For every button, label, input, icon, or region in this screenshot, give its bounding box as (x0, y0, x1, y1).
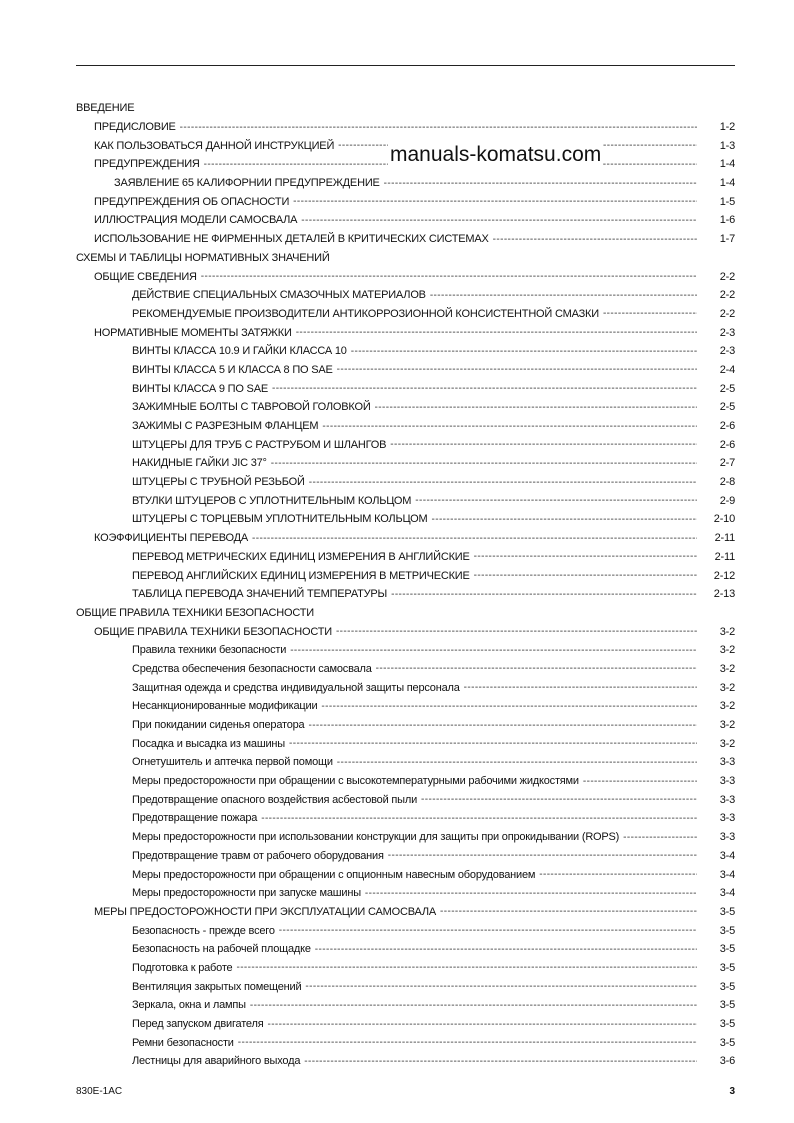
toc-entry-page: 2-8 (719, 476, 735, 489)
toc-entry-title: ВИНТЫ КЛАССА 10.9 И ГАЙКИ КЛАССА 10 (132, 345, 347, 358)
toc-entry-title: ОБЩИЕ СВЕДЕНИЯ (94, 270, 197, 283)
toc-entry[interactable] (76, 622, 735, 641)
toc-entry-page: 3-3 (719, 756, 735, 769)
toc-entry-page: 1-6 (719, 214, 735, 227)
toc-entry-title: ВИНТЫ КЛАССА 5 И КЛАССА 8 ПО SAE (132, 363, 333, 376)
toc-entry[interactable] (76, 548, 735, 567)
toc-entry[interactable] (76, 641, 735, 660)
toc-entry[interactable] (76, 342, 735, 361)
dot-leader (315, 944, 697, 955)
toc-entry-page: 3-4 (719, 887, 735, 900)
dot-leader (336, 626, 697, 637)
toc-entry[interactable] (76, 435, 735, 454)
dot-leader (390, 439, 697, 450)
toc-entry-page: 2-11 (714, 550, 735, 563)
toc-entry-title: ШТУЦЕРЫ ДЛЯ ТРУБ С РАСТРУБОМ И ШЛАНГОВ (132, 438, 387, 451)
toc-entry[interactable] (76, 977, 735, 996)
dot-leader (603, 308, 697, 319)
toc-entry[interactable] (76, 809, 735, 828)
toc-entry-page: 3-5 (719, 961, 735, 974)
toc-entry-page: 3-3 (719, 812, 735, 825)
toc-entry[interactable] (76, 940, 735, 959)
dot-leader (309, 477, 697, 488)
toc-entry-title: Меры предосторожности при запуске машины (132, 887, 361, 900)
toc-entry-title: Предотвращение травм от рабочего оборудования (132, 849, 384, 862)
dot-leader (464, 682, 697, 693)
toc-entry-title: При покидании сиденья оператора (132, 719, 305, 732)
toc-entry[interactable] (76, 211, 735, 230)
toc-entry-page: 3-5 (719, 1018, 735, 1031)
dot-leader (384, 178, 697, 189)
dot-leader (583, 776, 697, 787)
dot-leader (236, 962, 697, 973)
dot-leader (293, 196, 697, 207)
dot-leader (474, 570, 697, 581)
toc-entry-page: 1-4 (719, 158, 735, 171)
toc-entry-title: Безопасность - прежде всего (132, 924, 275, 937)
toc-entry-title: Защитная одежда и средства индивидуальной защиты персонала (132, 681, 460, 694)
toc-entry[interactable] (76, 566, 735, 585)
toc-section-heading (76, 249, 735, 268)
toc-entry-page: 2-3 (719, 345, 735, 358)
toc-section-heading (76, 99, 735, 118)
toc-entry[interactable] (76, 192, 735, 211)
toc-entry[interactable] (76, 772, 735, 791)
toc-entry-title: Зеркала, окна и лампы (132, 999, 246, 1012)
toc-entry-title: НОРМАТИВНЫЕ МОМЕНТЫ ЗАТЯЖКИ (94, 326, 292, 339)
toc-entry[interactable] (76, 828, 735, 847)
toc-entry-page: 3-5 (719, 980, 735, 993)
toc-entry-title: Средства обеспечения безопасности самосвала (132, 662, 372, 675)
toc-entry[interactable] (76, 903, 735, 922)
dot-leader (431, 514, 697, 525)
toc-entry[interactable] (76, 1052, 735, 1071)
toc-entry[interactable] (76, 454, 735, 473)
dot-leader (301, 215, 697, 226)
toc-entry-title: ИСПОЛЬЗОВАНИЕ НЕ ФИРМЕННЫХ ДЕТАЛЕЙ В КРИТИЧЕСКИХ СИСТЕМАХ (94, 233, 489, 246)
toc-entry-title: Лестницы для аварийного выхода (132, 1055, 301, 1068)
toc-entry-title: КАК ПОЛЬЗОВАТЬСЯ ДАННОЙ ИНСТРУКЦИЕЙ (94, 139, 335, 152)
dot-leader (305, 981, 697, 992)
toc-entry[interactable] (76, 753, 735, 772)
toc-entry-page: 3-6 (719, 1055, 735, 1068)
toc-entry-title: Предотвращение пожара (132, 812, 258, 825)
toc-entry-title: КОЭФФИЦИЕНТЫ ПЕРЕВОДА (94, 532, 249, 545)
toc-entry-page: 3-4 (719, 868, 735, 881)
toc-entry-title: РЕКОМЕНДУЕМЫЕ ПРОИЗВОДИТЕЛИ АНТИКОРРОЗИОННОЙ КОНСИСТЕНТНОЙ СМАЗКИ (132, 307, 599, 320)
dot-leader (289, 738, 697, 749)
toc-entry[interactable] (76, 361, 735, 380)
toc-entry-title: Перед запуском двигателя (132, 1018, 264, 1031)
toc-entry[interactable] (76, 174, 735, 193)
dot-leader (308, 720, 697, 731)
dot-leader (250, 1000, 697, 1011)
toc-entry-page: 2-5 (719, 401, 735, 414)
toc-entry-title: Ремни безопасности (132, 1036, 234, 1049)
toc-entry-page: 2-6 (719, 420, 735, 433)
toc-entry-page: 2-2 (719, 270, 735, 283)
toc-entry-title: Безопасность на рабочей площадке (132, 943, 311, 956)
dot-leader (321, 701, 697, 712)
toc-entry-page: 1-7 (719, 233, 735, 246)
dot-leader (493, 234, 697, 245)
dot-leader (238, 1037, 697, 1048)
dot-leader (440, 906, 697, 917)
toc-entry-title: ВВЕДЕНИЕ (76, 102, 135, 115)
dot-leader (261, 813, 697, 824)
toc-entry-title: Меры предосторожности при обращении с высокотемпературными рабочими жидкостями (132, 775, 579, 788)
toc-entry-page: 3-2 (719, 681, 735, 694)
toc-entry-title: ИЛЛЮСТРАЦИЯ МОДЕЛИ САМОСВАЛА (94, 214, 298, 227)
toc-entry[interactable] (76, 996, 735, 1015)
toc-entry-title: ЗАЖИМНЫЕ БОЛТЫ С ТАВРОВОЙ ГОЛОВКОЙ (132, 401, 371, 414)
toc-entry-title: Предотвращение опасного воздействия асбестовой пыли (132, 793, 418, 806)
dot-leader (304, 1056, 697, 1067)
toc-entry-page: 3-5 (719, 999, 735, 1012)
dot-leader (474, 551, 697, 562)
toc-entry-title: МЕРЫ ПРЕДОСТОРОЖНОСТИ ПРИ ЭКСПЛУАТАЦИИ САМОСВАЛА (94, 905, 437, 918)
toc-entry[interactable] (76, 1015, 735, 1034)
toc-entry[interactable] (76, 790, 735, 809)
toc-entry[interactable] (76, 734, 735, 753)
toc-entry[interactable] (76, 491, 735, 510)
dot-leader (351, 346, 697, 357)
toc-entry-title: ПЕРЕВОД АНГЛИЙСКИХ ЕДИНИЦ ИЗМЕРЕНИЯ В МЕТРИЧЕСКИЕ (132, 569, 470, 582)
watermark: manuals-komatsu.com (390, 143, 602, 166)
dot-leader (539, 869, 697, 880)
toc-entry[interactable] (76, 865, 735, 884)
document-code: 830E-1AC (76, 1086, 123, 1097)
toc-entry-page: 2-9 (719, 494, 735, 507)
toc-entry-title: ВИНТЫ КЛАССА 9 ПО SAE (132, 382, 268, 395)
toc-entry-title: ДЕЙСТВИЕ СПЕЦИАЛЬНЫХ СМАЗОЧНЫХ МАТЕРИАЛОВ (132, 289, 426, 302)
toc-entry-page: 3-4 (719, 849, 735, 862)
toc-entry[interactable] (76, 417, 735, 436)
toc-entry[interactable] (76, 267, 735, 286)
toc-entry-page: 3-3 (719, 775, 735, 788)
dot-leader (415, 495, 697, 506)
dot-leader (375, 402, 697, 413)
toc-entry-title: Правила техники безопасности (132, 644, 287, 657)
toc-entry-title: Огнетушитель и аптечка первой помощи (132, 756, 333, 769)
header-rule (76, 65, 735, 66)
toc-entry-title: ОБЩИЕ ПРАВИЛА ТЕХНИКИ БЕЗОПАСНОСТИ (94, 625, 332, 638)
toc-entry-page: 3-5 (719, 1036, 735, 1049)
toc-entry-page: 3-5 (719, 924, 735, 937)
dot-leader (180, 122, 697, 133)
toc-entry-title: ОБЩИЕ ПРАВИЛА ТЕХНИКИ БЕЗОПАСНОСТИ (76, 606, 314, 619)
toc-entry[interactable] (76, 921, 735, 940)
toc-entry-title: НАКИДНЫЕ ГАЙКИ JIC 37° (132, 457, 267, 470)
toc-entry-page: 2-6 (719, 438, 735, 451)
toc-entry[interactable] (76, 305, 735, 324)
dot-leader (296, 327, 697, 338)
toc-entry-page: 1-2 (719, 121, 735, 134)
toc-entry-title: Несанкционированные модификации (132, 700, 318, 713)
toc-entry-title: СХЕМЫ И ТАБЛИЦЫ НОРМАТИВНЫХ ЗНАЧЕНИЙ (76, 251, 330, 264)
dot-leader (290, 645, 697, 656)
toc-entry-title: ШТУЦЕРЫ С ТОРЦЕВЫМ УПЛОТНИТЕЛЬНЫМ КОЛЬЦОМ (132, 513, 428, 526)
toc-entry[interactable] (76, 697, 735, 716)
toc-entry[interactable] (76, 585, 735, 604)
toc-entry-title: Подготовка к работе (132, 961, 233, 974)
toc-entry-page: 2-2 (719, 307, 735, 320)
dot-leader (252, 533, 697, 544)
toc-entry-page: 2-2 (719, 289, 735, 302)
toc-entry[interactable] (76, 473, 735, 492)
toc-entry-page: 2-11 (714, 532, 735, 545)
toc-entry-title: ШТУЦЕРЫ С ТРУБНОЙ РЕЗЬБОЙ (132, 476, 305, 489)
toc-entry-title: ЗАЯВЛЕНИЕ 65 КАЛИФОРНИИ ПРЕДУПРЕЖДЕНИЕ (114, 177, 380, 190)
toc-entry[interactable] (76, 529, 735, 548)
toc-entry[interactable] (76, 323, 735, 342)
toc-entry[interactable] (76, 398, 735, 417)
dot-leader (376, 663, 697, 674)
toc-entry-title: Посадка и высадка из машины (132, 737, 285, 750)
toc-entry[interactable] (76, 959, 735, 978)
toc-entry-page: 3-2 (719, 700, 735, 713)
dot-leader (337, 364, 697, 375)
toc-entry-page: 1-4 (719, 177, 735, 190)
toc-entry[interactable] (76, 379, 735, 398)
dot-leader (337, 757, 697, 768)
toc-entry[interactable] (76, 678, 735, 697)
dot-leader (271, 458, 697, 469)
toc-entry-page: 2-7 (719, 457, 735, 470)
toc-entry-page: 3-2 (719, 662, 735, 675)
page-number: 3 (729, 1086, 735, 1097)
toc-section-heading (76, 604, 735, 623)
toc-entry-page: 1-3 (719, 139, 735, 152)
toc-entry-title: ПРЕДИСЛОВИЕ (94, 121, 176, 134)
toc-entry[interactable] (76, 1033, 735, 1052)
dot-leader (365, 888, 697, 899)
toc-entry-page: 3-5 (719, 905, 735, 918)
dot-leader (267, 1019, 697, 1030)
toc-entry-page: 3-5 (719, 943, 735, 956)
toc-entry-page: 2-3 (719, 326, 735, 339)
dot-leader (623, 832, 697, 843)
toc-entry-title: ПРЕДУПРЕЖДЕНИЯ (94, 158, 200, 171)
toc-entry-page: 3-2 (719, 737, 735, 750)
dot-leader (279, 925, 697, 936)
dot-leader (421, 794, 697, 805)
dot-leader (201, 271, 697, 282)
toc-entry[interactable] (76, 847, 735, 866)
toc-entry-page: 3-2 (719, 644, 735, 657)
toc-entry-page: 3-2 (719, 625, 735, 638)
toc-entry[interactable] (76, 884, 735, 903)
toc-entry-page: 3-3 (719, 831, 735, 844)
dot-leader (391, 589, 697, 600)
toc-entry-title: ПЕРЕВОД МЕТРИЧЕСКИХ ЕДИНИЦ ИЗМЕРЕНИЯ В АНГЛИЙСКИЕ (132, 550, 470, 563)
toc-entry-title: ВТУЛКИ ШТУЦЕРОВ С УПЛОТНИТЕЛЬНЫМ КОЛЬЦОМ (132, 494, 412, 507)
toc-entry-page: 2-5 (719, 382, 735, 395)
toc-entry-page: 1-5 (719, 195, 735, 208)
toc-entry[interactable] (76, 660, 735, 679)
dot-leader (388, 850, 697, 861)
toc-entry-title: Вентиляция закрытых помещений (132, 980, 302, 993)
table-of-contents (76, 99, 735, 1071)
toc-entry[interactable] (76, 510, 735, 529)
toc-entry-page: 3-2 (719, 719, 735, 732)
toc-entry-title: ТАБЛИЦА ПЕРЕВОДА ЗНАЧЕНИЙ ТЕМПЕРАТУРЫ (132, 588, 388, 601)
toc-entry[interactable] (76, 716, 735, 735)
toc-entry[interactable] (76, 118, 735, 137)
dot-leader (430, 290, 697, 301)
toc-entry-title: Меры предосторожности при обращении с опционным навесным оборудованием (132, 868, 536, 881)
toc-entry-page: 2-12 (713, 569, 735, 582)
toc-entry-title: Меры предосторожности при использовании конструкции для защиты при опрокидывании (ROPS) (132, 831, 620, 844)
toc-entry-page: 3-3 (719, 793, 735, 806)
dot-leader (322, 421, 697, 432)
toc-entry-title: ПРЕДУПРЕЖДЕНИЯ ОБ ОПАСНОСТИ (94, 195, 290, 208)
toc-entry-title: ЗАЖИМЫ С РАЗРЕЗНЫМ ФЛАНЦЕМ (132, 420, 319, 433)
toc-entry-page: 2-4 (719, 363, 735, 376)
dot-leader (272, 383, 697, 394)
toc-entry[interactable] (76, 230, 735, 249)
toc-entry-page: 2-13 (713, 588, 735, 601)
toc-entry-page: 2-10 (713, 513, 735, 526)
toc-entry[interactable] (76, 286, 735, 305)
